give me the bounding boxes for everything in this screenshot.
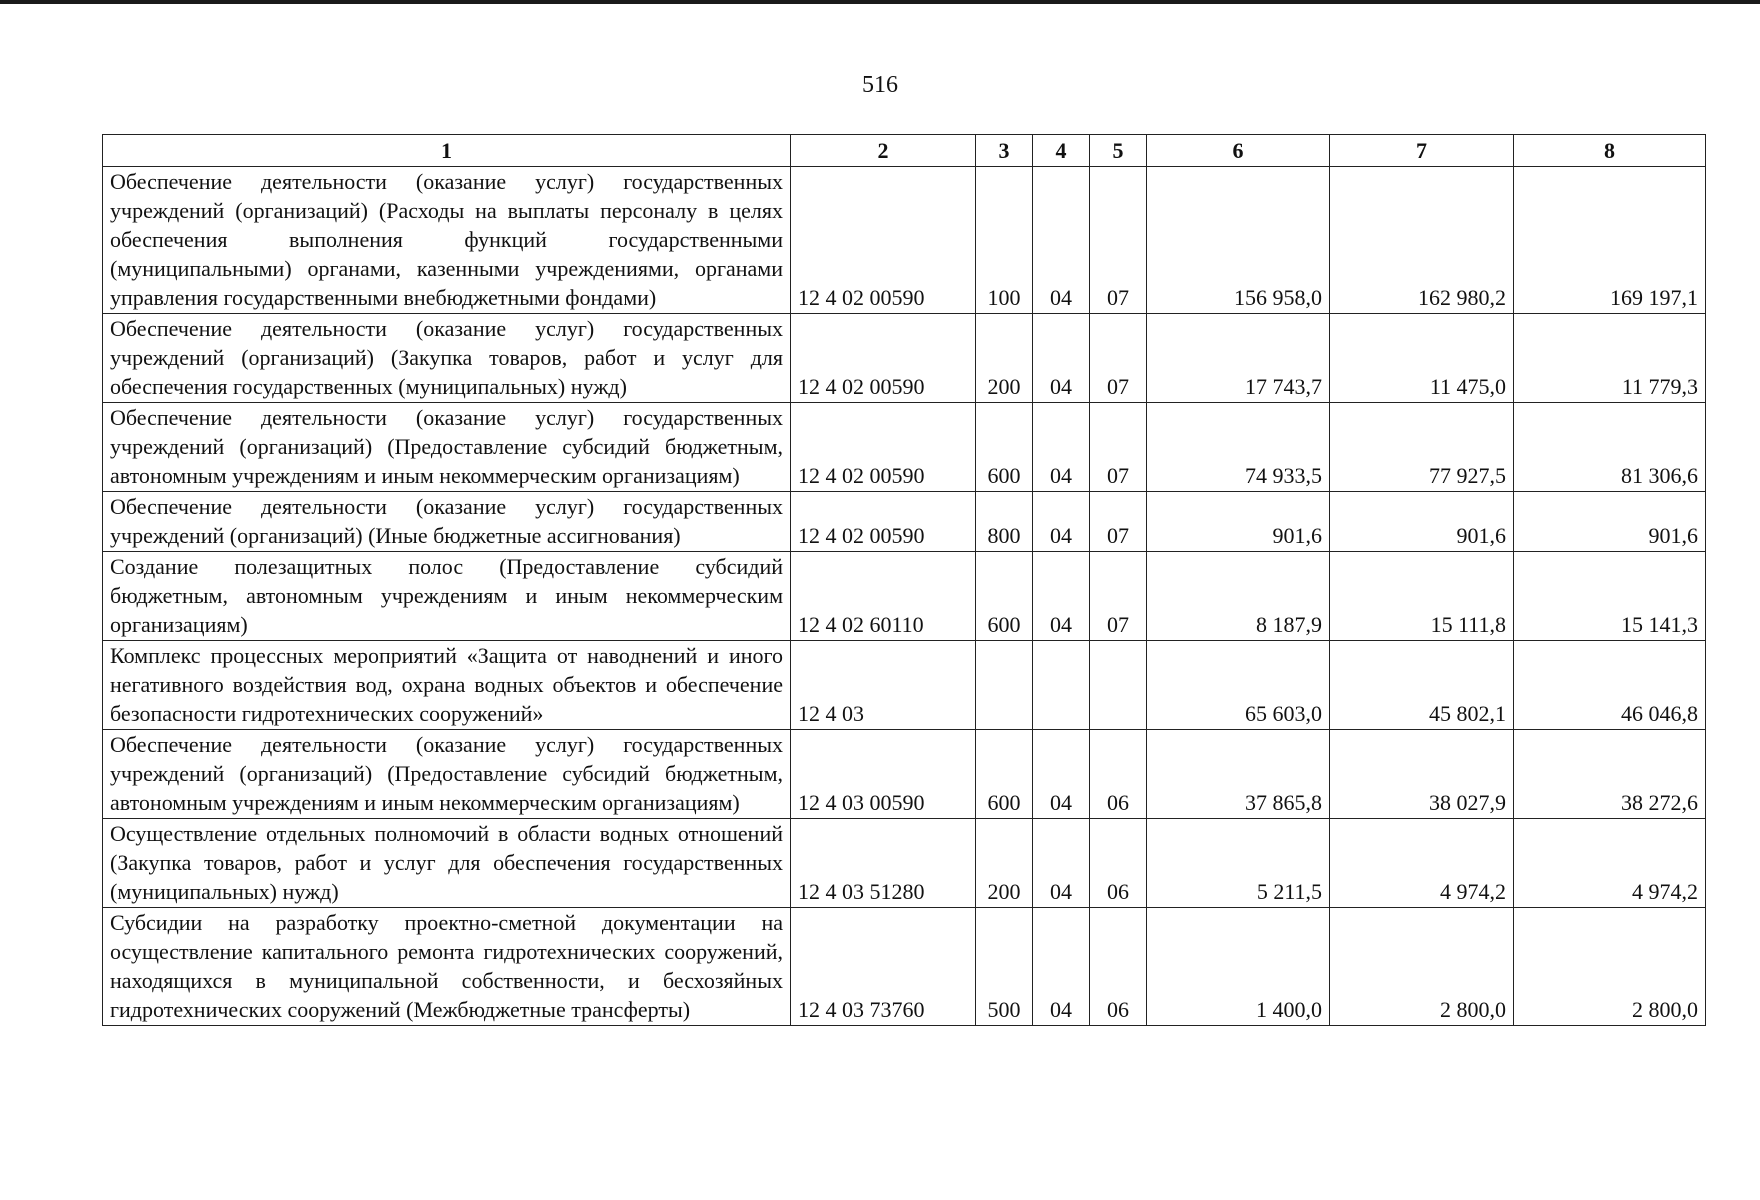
row-value-8: 2 800,0 [1514, 908, 1706, 1026]
row-value-6: 65 603,0 [1147, 641, 1330, 730]
page-number: 516 [862, 72, 898, 98]
table-body [103, 167, 1706, 1026]
row-code: 12 4 02 00590 [791, 492, 976, 552]
row-col-5: 07 [1090, 403, 1147, 492]
row-value-8: 15 141,3 [1514, 552, 1706, 641]
header-col-7: 7 [1330, 135, 1514, 167]
row-value-6: 8 187,9 [1147, 552, 1330, 641]
row-col-5 [1090, 641, 1147, 730]
table-row [103, 552, 1706, 641]
row-col-4: 04 [1033, 403, 1090, 492]
row-description: Обеспечение деятельности (оказание услуг) государственных учреждений (организаций) (Предоставление субсидий бюджетным, автономным учреждениям и иным некоммерческим организациям) [103, 403, 791, 492]
row-value-6: 74 933,5 [1147, 403, 1330, 492]
row-code: 12 4 02 60110 [791, 552, 976, 641]
row-value-6: 17 743,7 [1147, 314, 1330, 403]
row-value-8: 81 306,6 [1514, 403, 1706, 492]
row-value-8: 38 272,6 [1514, 730, 1706, 819]
row-code: 12 4 03 73760 [791, 908, 976, 1026]
table-row [103, 314, 1706, 403]
header-col-2: 2 [791, 135, 976, 167]
row-value-8: 169 197,1 [1514, 167, 1706, 314]
row-value-7: 162 980,2 [1330, 167, 1514, 314]
row-description: Обеспечение деятельности (оказание услуг) государственных учреждений (организаций) (Предоставление субсидий бюджетным, автономным учреждениям и иным некоммерческим организациям) [103, 730, 791, 819]
row-col-4: 04 [1033, 167, 1090, 314]
row-description: Обеспечение деятельности (оказание услуг) государственных учреждений (организаций) (Иные бюджетные ассигнования) [103, 492, 791, 552]
row-col-5: 06 [1090, 730, 1147, 819]
row-col-5: 07 [1090, 492, 1147, 552]
row-col-3: 200 [976, 819, 1033, 908]
header-col-1: 1 [103, 135, 791, 167]
row-col-4 [1033, 641, 1090, 730]
budget-table [102, 134, 1706, 1026]
row-value-8: 46 046,8 [1514, 641, 1706, 730]
row-value-7: 4 974,2 [1330, 819, 1514, 908]
row-col-4: 04 [1033, 819, 1090, 908]
row-col-3: 600 [976, 552, 1033, 641]
row-col-3: 100 [976, 167, 1033, 314]
row-description: Создание полезащитных полос (Предоставление субсидий бюджетным, автономным учреждениям и иным некоммерческим организациям) [103, 552, 791, 641]
row-code: 12 4 03 00590 [791, 730, 976, 819]
row-col-4: 04 [1033, 552, 1090, 641]
row-value-8: 901,6 [1514, 492, 1706, 552]
row-col-3: 800 [976, 492, 1033, 552]
row-value-8: 11 779,3 [1514, 314, 1706, 403]
header-col-5: 5 [1090, 135, 1147, 167]
row-col-4: 04 [1033, 908, 1090, 1026]
header-col-4: 4 [1033, 135, 1090, 167]
row-value-6: 156 958,0 [1147, 167, 1330, 314]
row-col-5: 07 [1090, 167, 1147, 314]
table-row [103, 908, 1706, 1026]
row-code: 12 4 02 00590 [791, 403, 976, 492]
row-value-6: 5 211,5 [1147, 819, 1330, 908]
row-col-4: 04 [1033, 314, 1090, 403]
table-row [103, 819, 1706, 908]
row-col-3: 600 [976, 403, 1033, 492]
row-col-3: 200 [976, 314, 1033, 403]
row-code: 12 4 02 00590 [791, 314, 976, 403]
row-description: Обеспечение деятельности (оказание услуг) государственных учреждений (организаций) (Расходы на выплаты персоналу в целях обеспечения выполнения функций государственными (муниципальными) органами, казенными учреждениями, органами управления государственными внебюджетными фондами) [103, 167, 791, 314]
row-value-7: 2 800,0 [1330, 908, 1514, 1026]
row-col-5: 07 [1090, 552, 1147, 641]
row-value-6: 1 400,0 [1147, 908, 1330, 1026]
row-col-3 [976, 641, 1033, 730]
table-row [103, 167, 1706, 314]
row-col-4: 04 [1033, 492, 1090, 552]
row-description: Комплекс процессных мероприятий «Защита от наводнений и иного негативного воздействия вод, охрана водных объектов и обеспечение безопасности гидротехнических сооружений» [103, 641, 791, 730]
row-col-5: 06 [1090, 819, 1147, 908]
header-col-8: 8 [1514, 135, 1706, 167]
header-row [103, 135, 1706, 167]
row-col-4: 04 [1033, 730, 1090, 819]
row-col-5: 06 [1090, 908, 1147, 1026]
row-value-7: 11 475,0 [1330, 314, 1514, 403]
top-border-line [0, 0, 1760, 4]
row-col-3: 500 [976, 908, 1033, 1026]
row-code: 12 4 02 00590 [791, 167, 976, 314]
row-value-7: 45 802,1 [1330, 641, 1514, 730]
header-col-3: 3 [976, 135, 1033, 167]
row-value-7: 77 927,5 [1330, 403, 1514, 492]
table-row [103, 641, 1706, 730]
row-description: Субсидии на разработку проектно-сметной документации на осуществление капитального ремонта гидротехнических сооружений, находящихся в муниципальной собственности, и бесхозяйных гидротехнических сооружений (Межбюджетные трансферты) [103, 908, 791, 1026]
row-value-7: 38 027,9 [1330, 730, 1514, 819]
table-row [103, 492, 1706, 552]
row-value-6: 37 865,8 [1147, 730, 1330, 819]
row-code: 12 4 03 [791, 641, 976, 730]
row-col-3: 600 [976, 730, 1033, 819]
row-value-6: 901,6 [1147, 492, 1330, 552]
table-row [103, 403, 1706, 492]
row-value-7: 901,6 [1330, 492, 1514, 552]
row-col-5: 07 [1090, 314, 1147, 403]
row-description: Обеспечение деятельности (оказание услуг) государственных учреждений (организаций) (Закупка товаров, работ и услуг для обеспечения государственных (муниципальных) нужд) [103, 314, 791, 403]
row-value-7: 15 111,8 [1330, 552, 1514, 641]
header-col-6: 6 [1147, 135, 1330, 167]
row-description: Осуществление отдельных полномочий в области водных отношений (Закупка товаров, работ и услуг для обеспечения государственных (муниципальных) нужд) [103, 819, 791, 908]
table-row [103, 730, 1706, 819]
row-code: 12 4 03 51280 [791, 819, 976, 908]
row-value-8: 4 974,2 [1514, 819, 1706, 908]
